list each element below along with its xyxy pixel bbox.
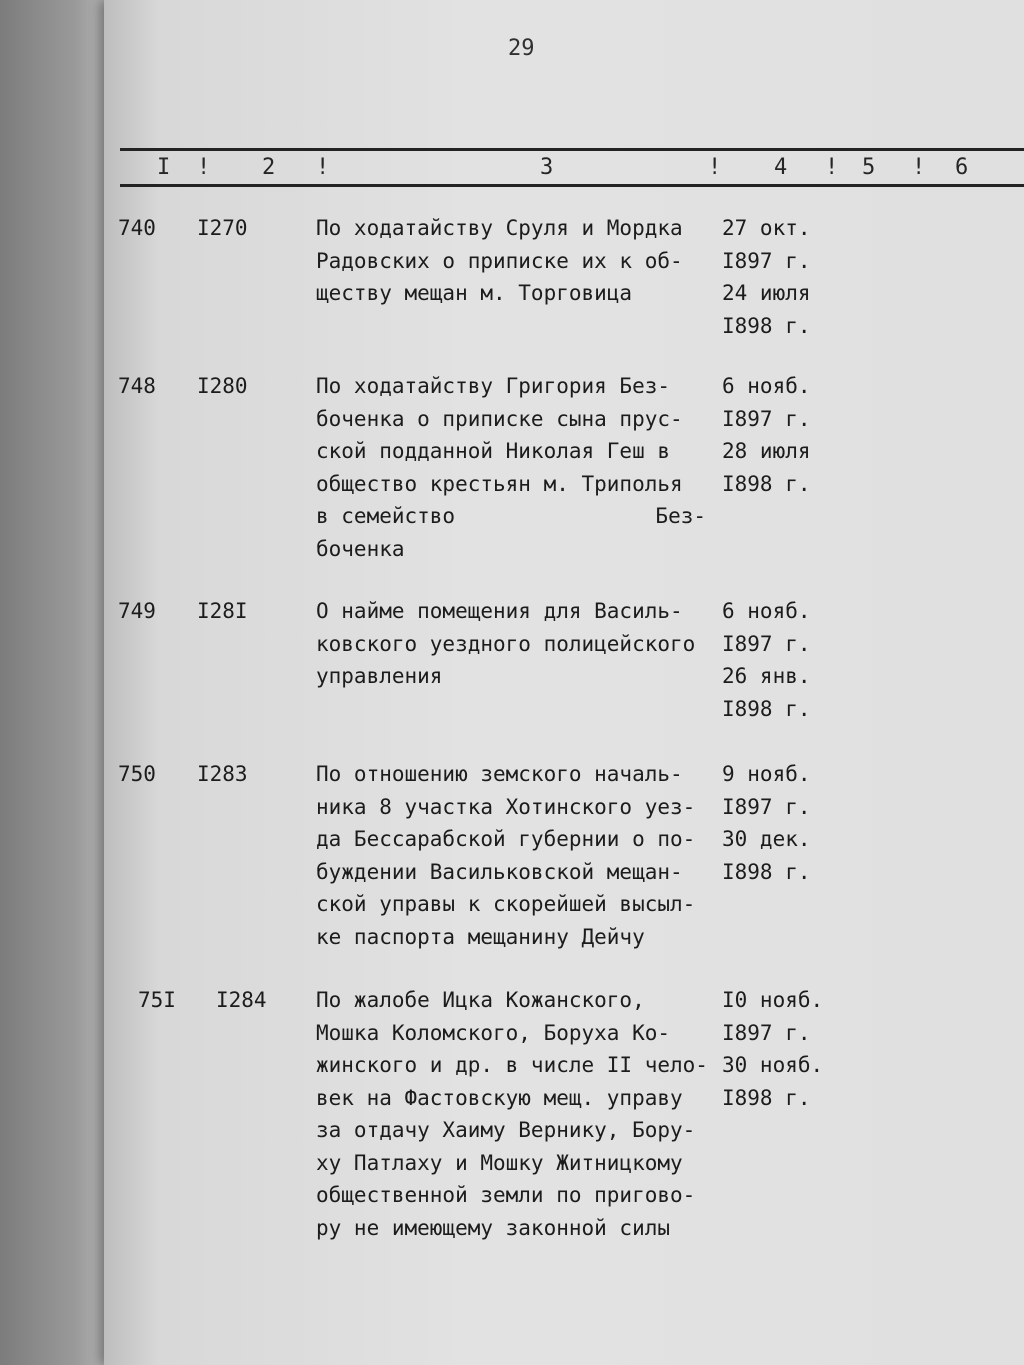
entry-number: 740 [118,216,156,240]
description-line: ществу мещан м. Торговица [316,281,633,305]
date-line: I897 г. [722,248,811,273]
entry-dates [722,212,822,342]
date-line: 28 июля [722,439,811,463]
entry-number: 75I [138,988,176,1012]
description-fragment: Без- [655,504,706,528]
header-separator: ! [316,155,330,180]
entry-number: 749 [118,599,156,623]
date-line: I897 г. [722,631,811,656]
header-separator: ! [708,155,722,180]
entry-description [316,595,716,693]
description-line: общество крестьян м. Триполья [316,471,683,496]
left-page-edge [0,0,108,1365]
description-line [316,500,706,533]
header-separator: ! [197,155,211,180]
date-line: I897 г. [722,406,811,431]
description-line: Мошка Коломского, Боруха Ко- [316,1020,671,1045]
description-line: ника 8 участка Хотинского уез- [316,794,696,819]
description-line: буждении Васильковской мещан- [316,859,683,884]
entry-description [316,984,716,1244]
date-line: 30 нояб. [722,1053,824,1077]
entry-dates [722,370,822,500]
description-line: ху Патлаху и Мошку Житницкому [316,1150,683,1175]
entry-archive-number: I270 [197,216,248,240]
entry-number: 750 [118,762,156,786]
date-line: I897 г. [722,1020,811,1045]
date-line: I898 г. [722,696,811,721]
description-line: за отдачу Хаиму Вернику, Бору- [316,1118,696,1142]
description-line: жинского и др. в числе II чело- [316,1053,708,1077]
date-line: 24 июля [722,281,811,305]
header-separator: ! [912,155,926,180]
description-line: ской подданной Николая Геш в [316,439,671,463]
header-col-3: 3 [540,155,554,180]
entry-archive-number: I284 [216,988,267,1012]
entry-description [316,370,716,565]
header-col-1: I [157,155,171,180]
date-line: 9 нояб. [722,762,811,786]
date-line: I898 г. [722,471,811,496]
date-line: 6 нояб. [722,599,811,623]
description-line: ру не имеющему законной силы [316,1215,671,1240]
entry-dates [722,595,822,725]
entry-dates [722,758,822,888]
description-line: боченка [316,536,405,561]
description-fragment: в семейство [316,504,456,528]
description-line: По ходатайству Сруля и Мордка [316,216,683,240]
entry-archive-number: I28I [197,599,248,623]
header-separator: ! [825,155,839,180]
description-line: боченка о приписке сына прус- [316,406,683,431]
description-line: По отношению земского началь- [316,762,683,786]
page-number: 29 [508,36,535,61]
header-bottom-rule [120,184,1024,187]
description-line: По ходатайству Григория Без- [316,374,671,398]
date-line: 26 янв. [722,664,811,688]
date-line: I898 г. [722,1085,811,1110]
header-col-2: 2 [262,155,276,180]
header-col-4: 4 [774,155,788,180]
description-line: век на Фастовскую мещ. управу [316,1085,683,1110]
description-line: ской управы к скорейшей высыл- [316,892,696,916]
entry-dates [722,984,822,1114]
description-line: да Бессарабской губернии о по- [316,827,696,851]
description-line: управления [316,664,443,688]
entry-number: 748 [118,374,156,398]
description-line: По жалобе Ицка Кожанского, [316,988,645,1012]
description-line: общественной земли по пригово- [316,1183,696,1207]
date-line: I0 нояб. [722,988,824,1012]
entry-archive-number: I280 [197,374,248,398]
description-line: Радовских о приписке их к об- [316,248,683,273]
description-line: О найме помещения для Василь- [316,599,683,623]
header-col-5: 5 [862,155,876,180]
date-line: 30 дек. [722,827,811,851]
entry-archive-number: I283 [197,762,248,786]
entry-description [316,212,716,310]
date-line: I898 г. [722,313,811,338]
date-line: 6 нояб. [722,374,811,398]
description-line: ке паспорта мещанину Дейчу [316,924,645,949]
date-line: 27 окт. [722,216,811,240]
header-col-6: 6 [955,155,969,180]
header-top-rule [120,148,1024,151]
date-line: I898 г. [722,859,811,884]
description-line: ковского уездного полицейского [316,631,696,656]
entry-description [316,758,716,953]
date-line: I897 г. [722,794,811,819]
